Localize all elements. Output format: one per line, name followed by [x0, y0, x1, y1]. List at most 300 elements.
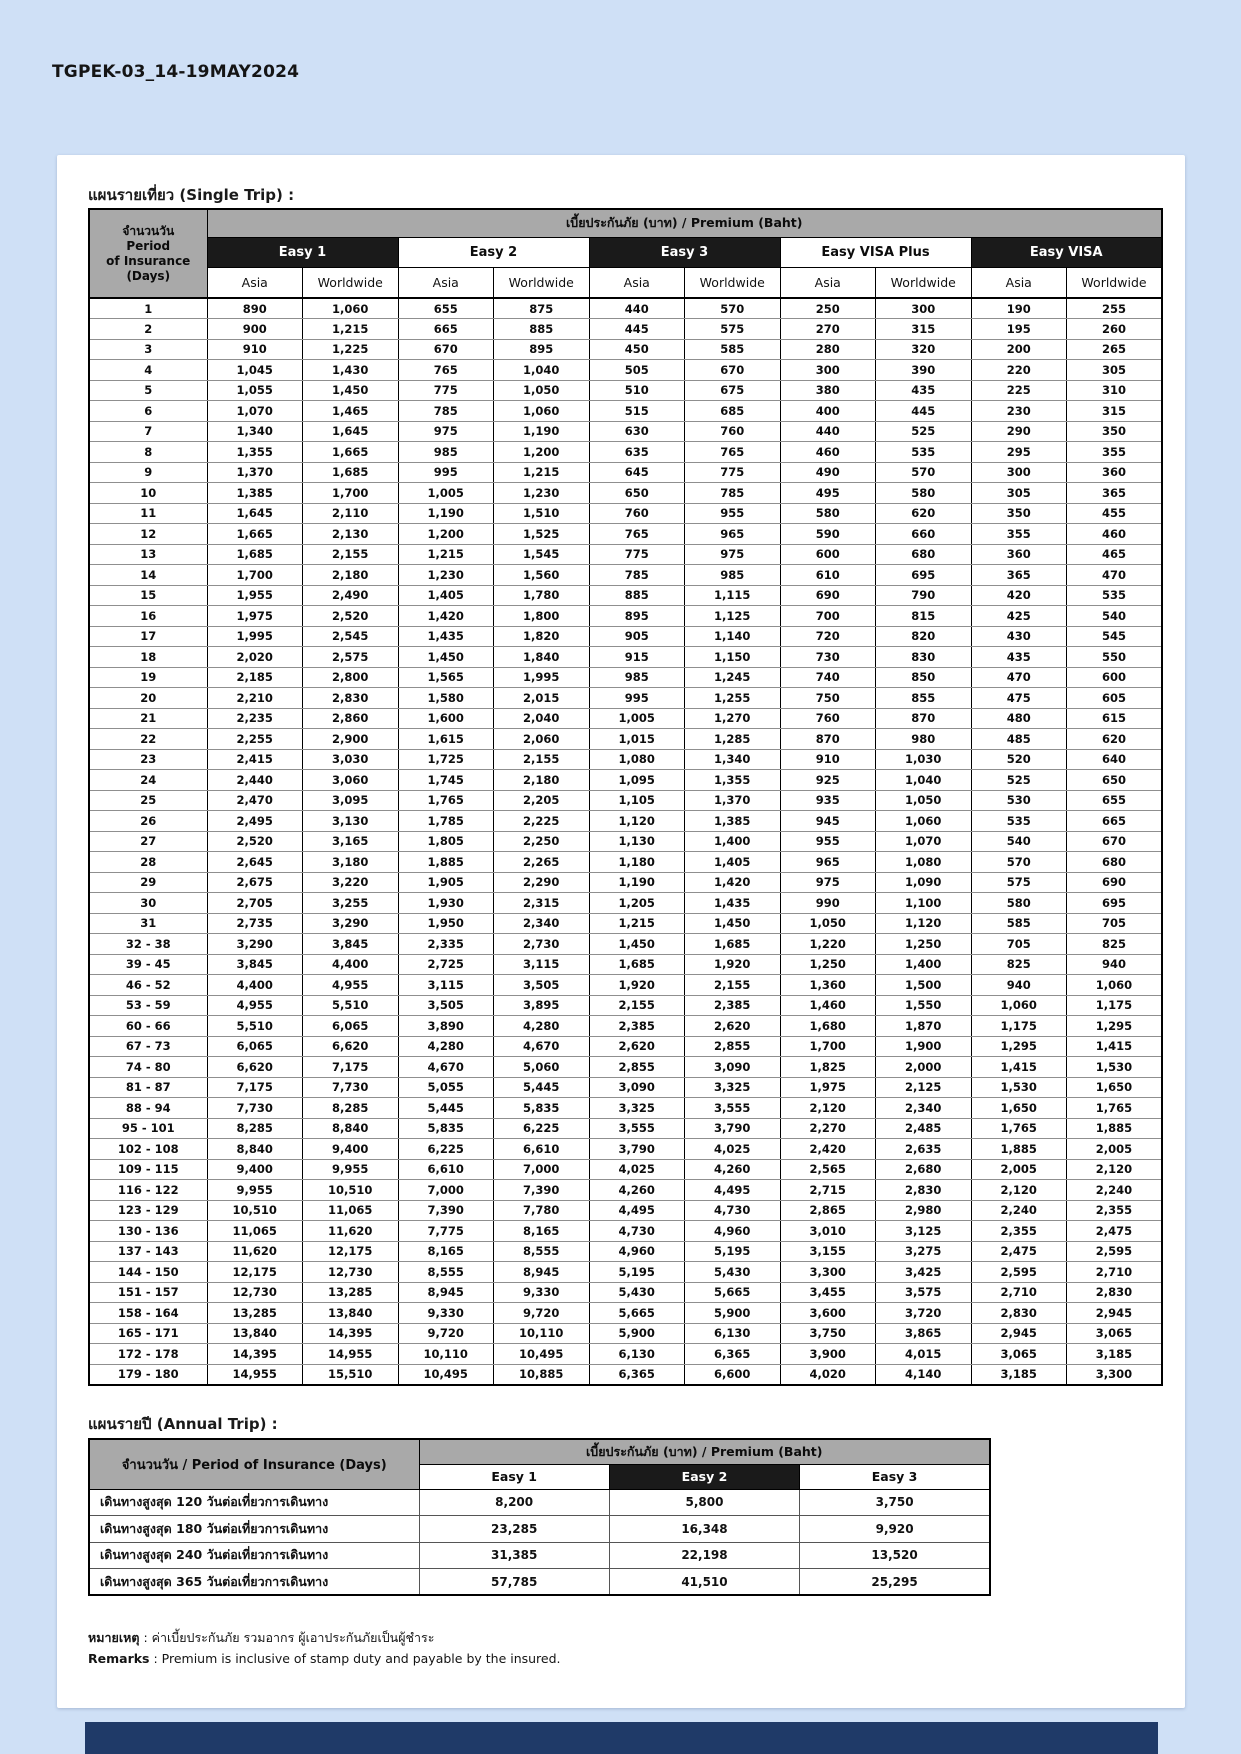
premium-cell: 13,840 [207, 1323, 303, 1344]
premium-cell: 3,185 [971, 1364, 1067, 1385]
premium-cell: 3,095 [303, 790, 399, 811]
premium-cell: 3,845 [207, 954, 303, 975]
annual-plan-easy-1: Easy 1 [419, 1464, 609, 1489]
premium-cell: 4,020 [780, 1364, 876, 1385]
remarks-english-label: Remarks [88, 1651, 150, 1667]
annual-row [89, 1542, 990, 1569]
premium-cell: 1,215 [589, 913, 685, 934]
premium-cell: 2,180 [494, 770, 590, 791]
premium-cell: 885 [589, 585, 685, 606]
premium-cell: 365 [971, 565, 1067, 586]
premium-cell: 890 [207, 298, 303, 319]
premium-cell: 1,745 [398, 770, 494, 791]
premium-cell: 3,325 [685, 1077, 781, 1098]
premium-row [89, 606, 1162, 627]
premium-cell: 765 [589, 524, 685, 545]
premium-cell: 300 [876, 298, 972, 319]
premium-cell: 10,510 [303, 1180, 399, 1201]
premium-cell: 695 [1067, 893, 1163, 914]
premium-cell: 6,225 [398, 1139, 494, 1160]
premium-cell: 1,005 [398, 483, 494, 504]
premium-cell: 5,055 [398, 1077, 494, 1098]
premium-cell: 6,600 [685, 1364, 781, 1385]
premium-cell: 570 [971, 852, 1067, 873]
premium-cell: 740 [780, 667, 876, 688]
premium-row [89, 1323, 1162, 1344]
premium-cell: 1,420 [398, 606, 494, 627]
premium-cell: 12,730 [207, 1282, 303, 1303]
premium-cell: 220 [971, 360, 1067, 381]
premium-cell: 3,865 [876, 1323, 972, 1344]
premium-cell: 5,430 [685, 1262, 781, 1283]
premium-cell: 1,975 [780, 1077, 876, 1098]
premium-cell: 955 [685, 503, 781, 524]
days-cell: 11 [89, 503, 207, 524]
days-cell: 24 [89, 770, 207, 791]
premium-cell: 2,855 [589, 1057, 685, 1078]
premium-cell: 430 [971, 626, 1067, 647]
premium-cell: 1,450 [589, 934, 685, 955]
premium-cell: 660 [876, 524, 972, 545]
premium-cell: 700 [780, 606, 876, 627]
days-column-header: จำนวนวัน Period of Insurance (Days) [89, 209, 207, 298]
premium-cell: 7,000 [398, 1180, 494, 1201]
premium-cell: 1,415 [971, 1057, 1067, 1078]
premium-cell: 3,065 [1067, 1323, 1163, 1344]
days-cell: 22 [89, 729, 207, 750]
premium-cell: 570 [876, 462, 972, 483]
premium-cell: 760 [780, 708, 876, 729]
premium-cell: 2,020 [207, 647, 303, 668]
premium-cell: 440 [589, 298, 685, 319]
premium-cell: 8,165 [494, 1221, 590, 1242]
days-cell: 95 - 101 [89, 1118, 207, 1139]
premium-cell: 550 [1067, 647, 1163, 668]
premium-cell: 15,510 [303, 1364, 399, 1385]
premium-cell: 315 [876, 319, 972, 340]
premium-cell: 925 [780, 770, 876, 791]
premium-cell: 14,955 [207, 1364, 303, 1385]
premium-cell: 2,715 [780, 1180, 876, 1201]
premium-row [89, 380, 1162, 401]
premium-cell: 2,265 [494, 852, 590, 873]
premium-cell: 760 [589, 503, 685, 524]
premium-cell: 1,060 [494, 401, 590, 422]
annual-trip-table [88, 1438, 991, 1596]
premium-cell: 655 [1067, 790, 1163, 811]
premium-cell: 875 [494, 298, 590, 319]
premium-cell: 1,095 [589, 770, 685, 791]
premium-cell: 4,495 [589, 1200, 685, 1221]
premium-cell: 350 [971, 503, 1067, 524]
premium-cell: 1,090 [876, 872, 972, 893]
premium-cell: 1,665 [303, 442, 399, 463]
premium-cell: 1,190 [398, 503, 494, 524]
premium-cell: 620 [876, 503, 972, 524]
premium-cell: 1,920 [685, 954, 781, 975]
days-cell: 116 - 122 [89, 1180, 207, 1201]
annual-trip-title: แผนรายปี (Annual Trip) : [88, 1415, 278, 1433]
premium-cell: 2,335 [398, 934, 494, 955]
annual-premium-cell: 22,198 [609, 1542, 799, 1569]
premium-cell: 520 [971, 749, 1067, 770]
premium-cell: 2,545 [303, 626, 399, 647]
premium-cell: 2,225 [494, 811, 590, 832]
annual-premium-cell: 8,200 [419, 1489, 609, 1516]
premium-cell: 10,110 [494, 1323, 590, 1344]
premium-cell: 980 [876, 729, 972, 750]
premium-cell: 610 [780, 565, 876, 586]
premium-cell: 2,130 [303, 524, 399, 545]
premium-cell: 1,295 [971, 1036, 1067, 1057]
premium-cell: 1,360 [780, 975, 876, 996]
premium-cell: 2,000 [876, 1057, 972, 1078]
plan-easy-1: Easy 1 [207, 237, 398, 267]
premium-cell: 2,730 [494, 934, 590, 955]
premium-cell: 265 [1067, 339, 1163, 360]
premium-cell: 1,100 [876, 893, 972, 914]
premium-cell: 3,185 [1067, 1344, 1163, 1365]
premium-cell: 1,685 [207, 544, 303, 565]
premium-cell: 465 [1067, 544, 1163, 565]
premium-cell: 1,405 [398, 585, 494, 606]
premium-cell: 435 [876, 380, 972, 401]
premium-cell: 1,080 [589, 749, 685, 770]
days-cell: 8 [89, 442, 207, 463]
premium-cell: 1,450 [303, 380, 399, 401]
premium-row [89, 995, 1162, 1016]
premium-cell: 620 [1067, 729, 1163, 750]
premium-cell: 1,955 [207, 585, 303, 606]
premium-cell: 540 [971, 831, 1067, 852]
premium-cell: 825 [971, 954, 1067, 975]
premium-cell: 8,285 [207, 1118, 303, 1139]
premium-cell: 4,960 [685, 1221, 781, 1242]
premium-cell: 3,290 [303, 913, 399, 934]
premium-cell: 490 [780, 462, 876, 483]
days-cell: 3 [89, 339, 207, 360]
premium-cell: 445 [589, 319, 685, 340]
annual-premium-cell: 13,520 [800, 1542, 990, 1569]
days-cell: 25 [89, 790, 207, 811]
premium-cell: 2,575 [303, 647, 399, 668]
premium-cell: 1,920 [589, 975, 685, 996]
premium-cell: 9,400 [207, 1159, 303, 1180]
premium-cell: 940 [1067, 954, 1163, 975]
premium-cell: 1,215 [494, 462, 590, 483]
premium-cell: 1,355 [207, 442, 303, 463]
premium-cell: 690 [780, 585, 876, 606]
remarks-english-text: : Premium is inclusive of stamp duty and payable by the insured. [153, 1651, 561, 1667]
premium-cell: 895 [494, 339, 590, 360]
days-cell: 39 - 45 [89, 954, 207, 975]
premium-cell: 850 [876, 667, 972, 688]
days-cell: 130 - 136 [89, 1221, 207, 1242]
premium-cell: 3,300 [780, 1262, 876, 1283]
premium-cell: 1,115 [685, 585, 781, 606]
premium-cell: 1,560 [494, 565, 590, 586]
single-trip-title: แผนรายเที่ยว (Single Trip) : [88, 186, 295, 204]
premium-cell: 530 [971, 790, 1067, 811]
premium-cell: 975 [398, 421, 494, 442]
premium-cell: 570 [685, 298, 781, 319]
premium-cell: 3,895 [494, 995, 590, 1016]
premium-cell: 1,900 [876, 1036, 972, 1057]
premium-cell: 4,955 [207, 995, 303, 1016]
premium-cell: 5,900 [685, 1303, 781, 1324]
premium-cell: 1,905 [398, 872, 494, 893]
premium-cell: 2,855 [685, 1036, 781, 1057]
premium-cell: 2,155 [589, 995, 685, 1016]
premium-cell: 2,595 [1067, 1241, 1163, 1262]
premium-cell: 1,550 [876, 995, 972, 1016]
days-cell: 102 - 108 [89, 1139, 207, 1160]
premium-cell: 4,140 [876, 1364, 972, 1385]
premium-cell: 2,155 [494, 749, 590, 770]
premium-cell: 1,885 [971, 1139, 1067, 1160]
premium-cell: 2,565 [780, 1159, 876, 1180]
annual-premium-cell: 41,510 [609, 1569, 799, 1596]
single-trip-region-row [89, 267, 1162, 298]
premium-cell: 3,115 [398, 975, 494, 996]
premium-cell: 1,685 [303, 462, 399, 483]
premium-cell: 11,065 [207, 1221, 303, 1242]
premium-cell: 2,240 [971, 1200, 1067, 1221]
remarks-english [88, 1648, 561, 1669]
premium-cell: 3,180 [303, 852, 399, 873]
premium-cell: 9,330 [398, 1303, 494, 1324]
premium-cell: 3,090 [589, 1077, 685, 1098]
days-cell: 18 [89, 647, 207, 668]
single-trip-table [88, 208, 1163, 1386]
premium-cell: 2,355 [1067, 1200, 1163, 1221]
premium-cell: 1,780 [494, 585, 590, 606]
premium-cell: 435 [971, 647, 1067, 668]
days-cell: 6 [89, 401, 207, 422]
premium-cell: 830 [876, 647, 972, 668]
premium-cell: 3,255 [303, 893, 399, 914]
premium-cell: 9,720 [398, 1323, 494, 1344]
premium-cell: 985 [398, 442, 494, 463]
days-cell: 30 [89, 893, 207, 914]
premium-row [89, 1139, 1162, 1160]
premium-cell: 2,945 [1067, 1303, 1163, 1324]
premium-cell: 820 [876, 626, 972, 647]
premium-cell: 1,510 [494, 503, 590, 524]
premium-cell: 1,650 [971, 1098, 1067, 1119]
premium-cell: 695 [876, 565, 972, 586]
days-cell: 158 - 164 [89, 1303, 207, 1324]
premium-cell: 2,290 [494, 872, 590, 893]
days-cell: 74 - 80 [89, 1057, 207, 1078]
premium-cell: 480 [971, 708, 1067, 729]
premium-cell: 855 [876, 688, 972, 709]
days-cell: 32 - 38 [89, 934, 207, 955]
premium-cell: 2,270 [780, 1118, 876, 1139]
premium-row [89, 1344, 1162, 1365]
premium-cell: 2,710 [971, 1282, 1067, 1303]
premium-row [89, 1180, 1162, 1201]
remarks [88, 1627, 561, 1670]
premium-cell: 2,680 [876, 1159, 972, 1180]
premium-cell: 680 [876, 544, 972, 565]
days-cell: 81 - 87 [89, 1077, 207, 1098]
premium-cell: 670 [1067, 831, 1163, 852]
premium-cell: 575 [971, 872, 1067, 893]
premium-cell: 295 [971, 442, 1067, 463]
premium-cell: 605 [1067, 688, 1163, 709]
days-cell: 165 - 171 [89, 1323, 207, 1344]
premium-row [89, 708, 1162, 729]
premium-cell: 1,530 [1067, 1057, 1163, 1078]
premium-cell: 4,495 [685, 1180, 781, 1201]
premium-cell: 1,800 [494, 606, 590, 627]
premium-row [89, 1016, 1162, 1037]
premium-cell: 935 [780, 790, 876, 811]
premium-cell: 2,120 [971, 1180, 1067, 1201]
premium-cell: 4,260 [589, 1180, 685, 1201]
premium-cell: 4,280 [398, 1036, 494, 1057]
premium-row [89, 1241, 1162, 1262]
premium-cell: 3,790 [589, 1139, 685, 1160]
premium-cell: 1,885 [1067, 1118, 1163, 1139]
premium-row [89, 421, 1162, 442]
premium-cell: 1,430 [303, 360, 399, 381]
premium-cell: 1,435 [398, 626, 494, 647]
premium-cell: 1,565 [398, 667, 494, 688]
premium-cell: 675 [685, 380, 781, 401]
premium-cell: 4,670 [494, 1036, 590, 1057]
premium-cell: 455 [1067, 503, 1163, 524]
premium-cell: 2,210 [207, 688, 303, 709]
premium-cell: 4,400 [303, 954, 399, 975]
premium-cell: 1,460 [780, 995, 876, 1016]
premium-cell: 1,385 [685, 811, 781, 832]
premium-cell: 1,930 [398, 893, 494, 914]
annual-period-cell: เดินทางสูงสุด 180 วันต่อเที่ยวการเดินทาง [89, 1516, 419, 1543]
premium-cell: 3,455 [780, 1282, 876, 1303]
plan-easy-2: Easy 2 [398, 237, 589, 267]
premium-cell: 910 [780, 749, 876, 770]
premium-cell: 7,390 [398, 1200, 494, 1221]
premium-cell: 6,065 [207, 1036, 303, 1057]
premium-cell: 2,475 [971, 1241, 1067, 1262]
premium-cell: 2,675 [207, 872, 303, 893]
premium-cell: 3,505 [398, 995, 494, 1016]
premium-cell: 510 [589, 380, 685, 401]
premium-cell: 14,395 [207, 1344, 303, 1365]
premium-cell: 1,015 [589, 729, 685, 750]
premium-row [89, 565, 1162, 586]
annual-plan-easy-2: Easy 2 [609, 1464, 799, 1489]
premium-cell: 7,390 [494, 1180, 590, 1201]
premium-cell: 775 [398, 380, 494, 401]
premium-cell: 815 [876, 606, 972, 627]
premium-cell: 305 [1067, 360, 1163, 381]
premium-row [89, 1221, 1162, 1242]
annual-premium-cell: 57,785 [419, 1569, 609, 1596]
premium-row [89, 954, 1162, 975]
premium-cell: 3,425 [876, 1262, 972, 1283]
premium-cell: 525 [876, 421, 972, 442]
premium-row [89, 1303, 1162, 1324]
premium-cell: 3,575 [876, 1282, 972, 1303]
premium-cell: 540 [1067, 606, 1163, 627]
premium-cell: 1,665 [207, 524, 303, 545]
days-cell: 4 [89, 360, 207, 381]
premium-cell: 2,620 [685, 1016, 781, 1037]
premium-cell: 1,765 [1067, 1098, 1163, 1119]
premium-cell: 3,505 [494, 975, 590, 996]
premium-cell: 785 [589, 565, 685, 586]
premium-cell: 995 [398, 462, 494, 483]
premium-cell: 270 [780, 319, 876, 340]
premium-cell: 1,995 [494, 667, 590, 688]
premium-cell: 450 [589, 339, 685, 360]
premium-cell: 1,785 [398, 811, 494, 832]
premium-header: เบี้ยประกันภัย (บาท) / Premium (Baht) [207, 209, 1162, 237]
premium-cell: 650 [1067, 770, 1163, 791]
premium-cell: 1,465 [303, 401, 399, 422]
premium-cell: 8,165 [398, 1241, 494, 1262]
days-cell: 1 [89, 298, 207, 319]
premium-cell: 1,200 [398, 524, 494, 545]
premium-cell: 2,240 [1067, 1180, 1163, 1201]
premium-cell: 4,670 [398, 1057, 494, 1078]
premium-cell: 5,900 [589, 1323, 685, 1344]
premium-cell: 900 [207, 319, 303, 340]
premium-cell: 2,340 [876, 1098, 972, 1119]
premium-cell: 990 [780, 893, 876, 914]
premium-cell: 7,780 [494, 1200, 590, 1221]
annual-premium-cell: 5,800 [609, 1489, 799, 1516]
premium-cell: 6,620 [207, 1057, 303, 1078]
premium-cell: 12,175 [303, 1241, 399, 1262]
days-cell: 123 - 129 [89, 1200, 207, 1221]
premium-cell: 1,525 [494, 524, 590, 545]
single-trip-plan-row [89, 237, 1162, 267]
premium-cell: 4,260 [685, 1159, 781, 1180]
premium-cell: 2,185 [207, 667, 303, 688]
premium-cell: 705 [1067, 913, 1163, 934]
premium-cell: 1,190 [589, 872, 685, 893]
premium-cell: 3,290 [207, 934, 303, 955]
premium-row [89, 1159, 1162, 1180]
premium-cell: 2,205 [494, 790, 590, 811]
premium-cell: 4,280 [494, 1016, 590, 1037]
premium-cell: 1,370 [207, 462, 303, 483]
premium-cell: 2,485 [876, 1118, 972, 1139]
premium-cell: 2,865 [780, 1200, 876, 1221]
premium-cell: 300 [971, 462, 1067, 483]
premium-cell: 9,400 [303, 1139, 399, 1160]
premium-cell: 2,470 [207, 790, 303, 811]
premium-cell: 1,105 [589, 790, 685, 811]
premium-cell: 600 [780, 544, 876, 565]
premium-cell: 300 [780, 360, 876, 381]
premium-row [89, 1118, 1162, 1139]
premium-cell: 5,195 [589, 1262, 685, 1283]
premium-cell: 2,830 [971, 1303, 1067, 1324]
premium-cell: 3,125 [876, 1221, 972, 1242]
annual-premium-cell: 23,285 [419, 1516, 609, 1543]
premium-cell: 1,175 [971, 1016, 1067, 1037]
annual-premium-cell: 16,348 [609, 1516, 799, 1543]
premium-cell: 2,120 [780, 1098, 876, 1119]
premium-cell: 2,490 [303, 585, 399, 606]
premium-cell: 765 [685, 442, 781, 463]
premium-cell: 445 [876, 401, 972, 422]
